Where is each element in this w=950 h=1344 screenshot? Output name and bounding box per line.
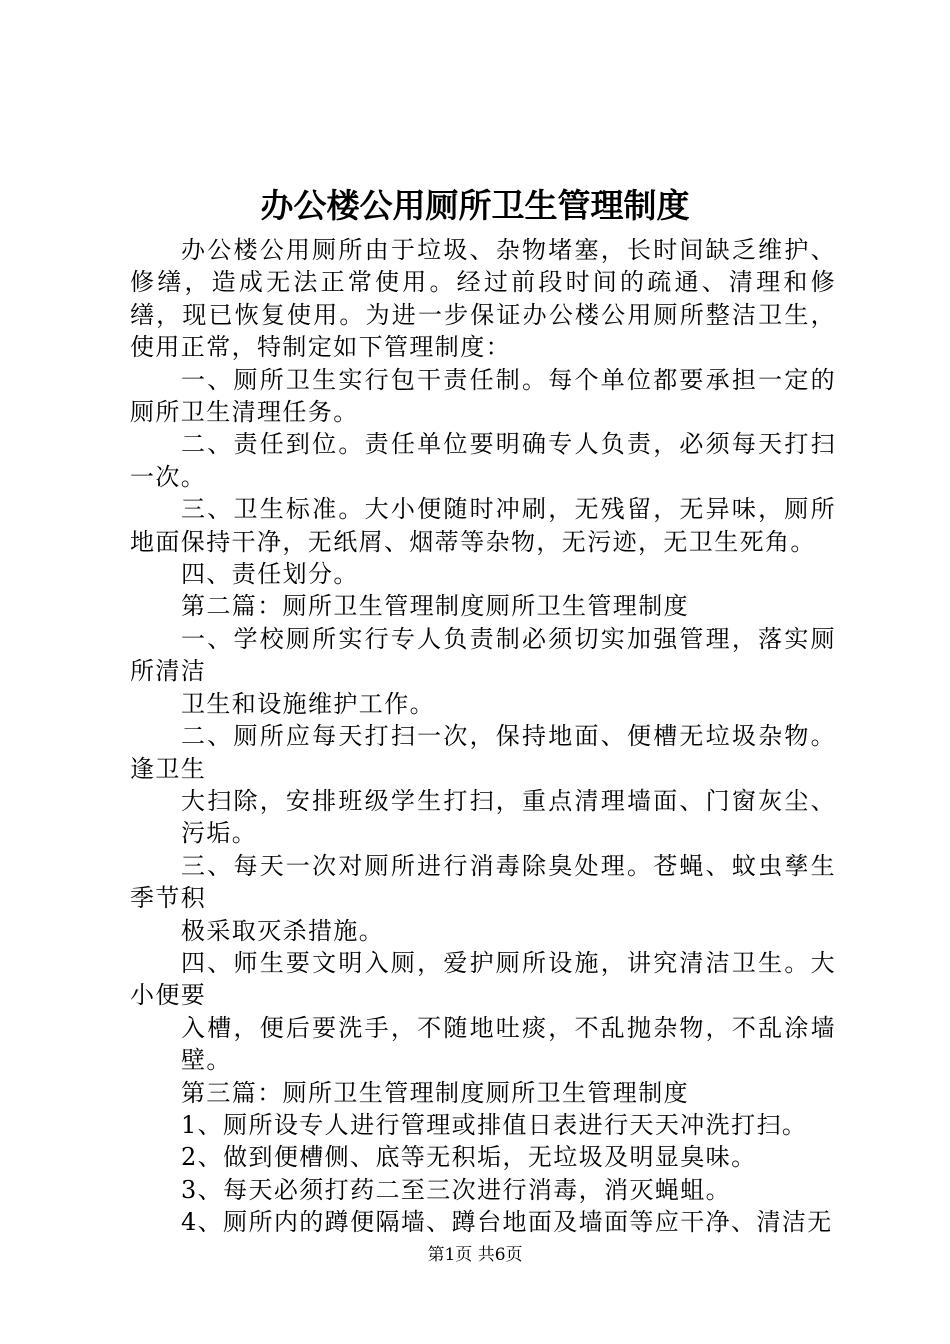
paragraph-continuation: 卫生和设施维护工作。 bbox=[181, 689, 435, 718]
paragraph: 二、厕所应每天打扫一次，保持地面、便槽无垃圾杂物。逢卫生 bbox=[130, 722, 836, 783]
paragraph: 3、每天必须打药二至三次进行消毒，消灭蝇蛆。 bbox=[181, 1175, 732, 1204]
paragraph: 2、做到便槽侧、底等无积垢，无垃圾及明显臭味。 bbox=[181, 1143, 757, 1172]
paragraph: 一、学校厕所实行专人负责制必须切实加强管理，落实厕所清洁 bbox=[130, 624, 836, 686]
section-heading: 第三篇：厕所卫生管理制度厕所卫生管理制度 bbox=[181, 1078, 689, 1107]
page-footer bbox=[0, 1243, 950, 1267]
document-title: 办公楼公用厕所卫生管理制度 bbox=[260, 186, 690, 225]
paragraph-continuation: 极采取灭杀措施。 bbox=[181, 916, 385, 945]
paragraph: 一、厕所卫生实行包干责任制。每个单位都要承担一定的厕所卫生清理任务。 bbox=[130, 365, 836, 427]
paragraph-continuation: 入槽，便后要洗手，不随地吐痰，不乱抛杂物，不乱涂墙壁。 bbox=[181, 1013, 836, 1075]
document-body bbox=[130, 234, 836, 1239]
paragraph: 4、厕所内的蹲便隔墙、蹲台地面及墙面等应干净、清洁无 bbox=[181, 1208, 833, 1237]
paragraph: 办公楼公用厕所由于垃圾、杂物堵塞，长时间缺乏维护、修缮，造成无法正常使用。经过前段时间的疏通、清理和修缮，现已恢复使用。为进一步保证办公楼公用厕所整洁卫生，使用正常，特制定如下管理制度： bbox=[130, 236, 836, 362]
paragraph-continuation: 大扫除，安排班级学生打扫，重点清理墙面、门窗灰尘、污垢。 bbox=[181, 786, 836, 848]
section-heading: 第二篇：厕所卫生管理制度厕所卫生管理制度 bbox=[181, 592, 689, 621]
paragraph: 四、师生要文明入厕，爱护厕所设施，讲究清洁卫生。大小便要 bbox=[130, 948, 836, 1010]
paragraph: 二、责任到位。责任单位要明确专人负责，必须每天打扫一次。 bbox=[130, 430, 836, 491]
page-number: 第1页 共6页 bbox=[427, 1245, 523, 1265]
paragraph: 1、厕所设专人进行管理或排值日表进行天天冲洗打扫。 bbox=[181, 1110, 808, 1139]
paragraph: 三、卫生标准。大小便随时冲刷，无残留，无异味，厕所地面保持干净，无纸屑、烟蒂等杂物，无污迹，无卫生死角。 bbox=[130, 495, 836, 556]
paragraph: 三、每天一次对厕所进行消毒除臭处理。苍蝇、蚊虫孳生季节积 bbox=[130, 851, 836, 913]
paragraph: 四、责任划分。 bbox=[181, 560, 359, 589]
